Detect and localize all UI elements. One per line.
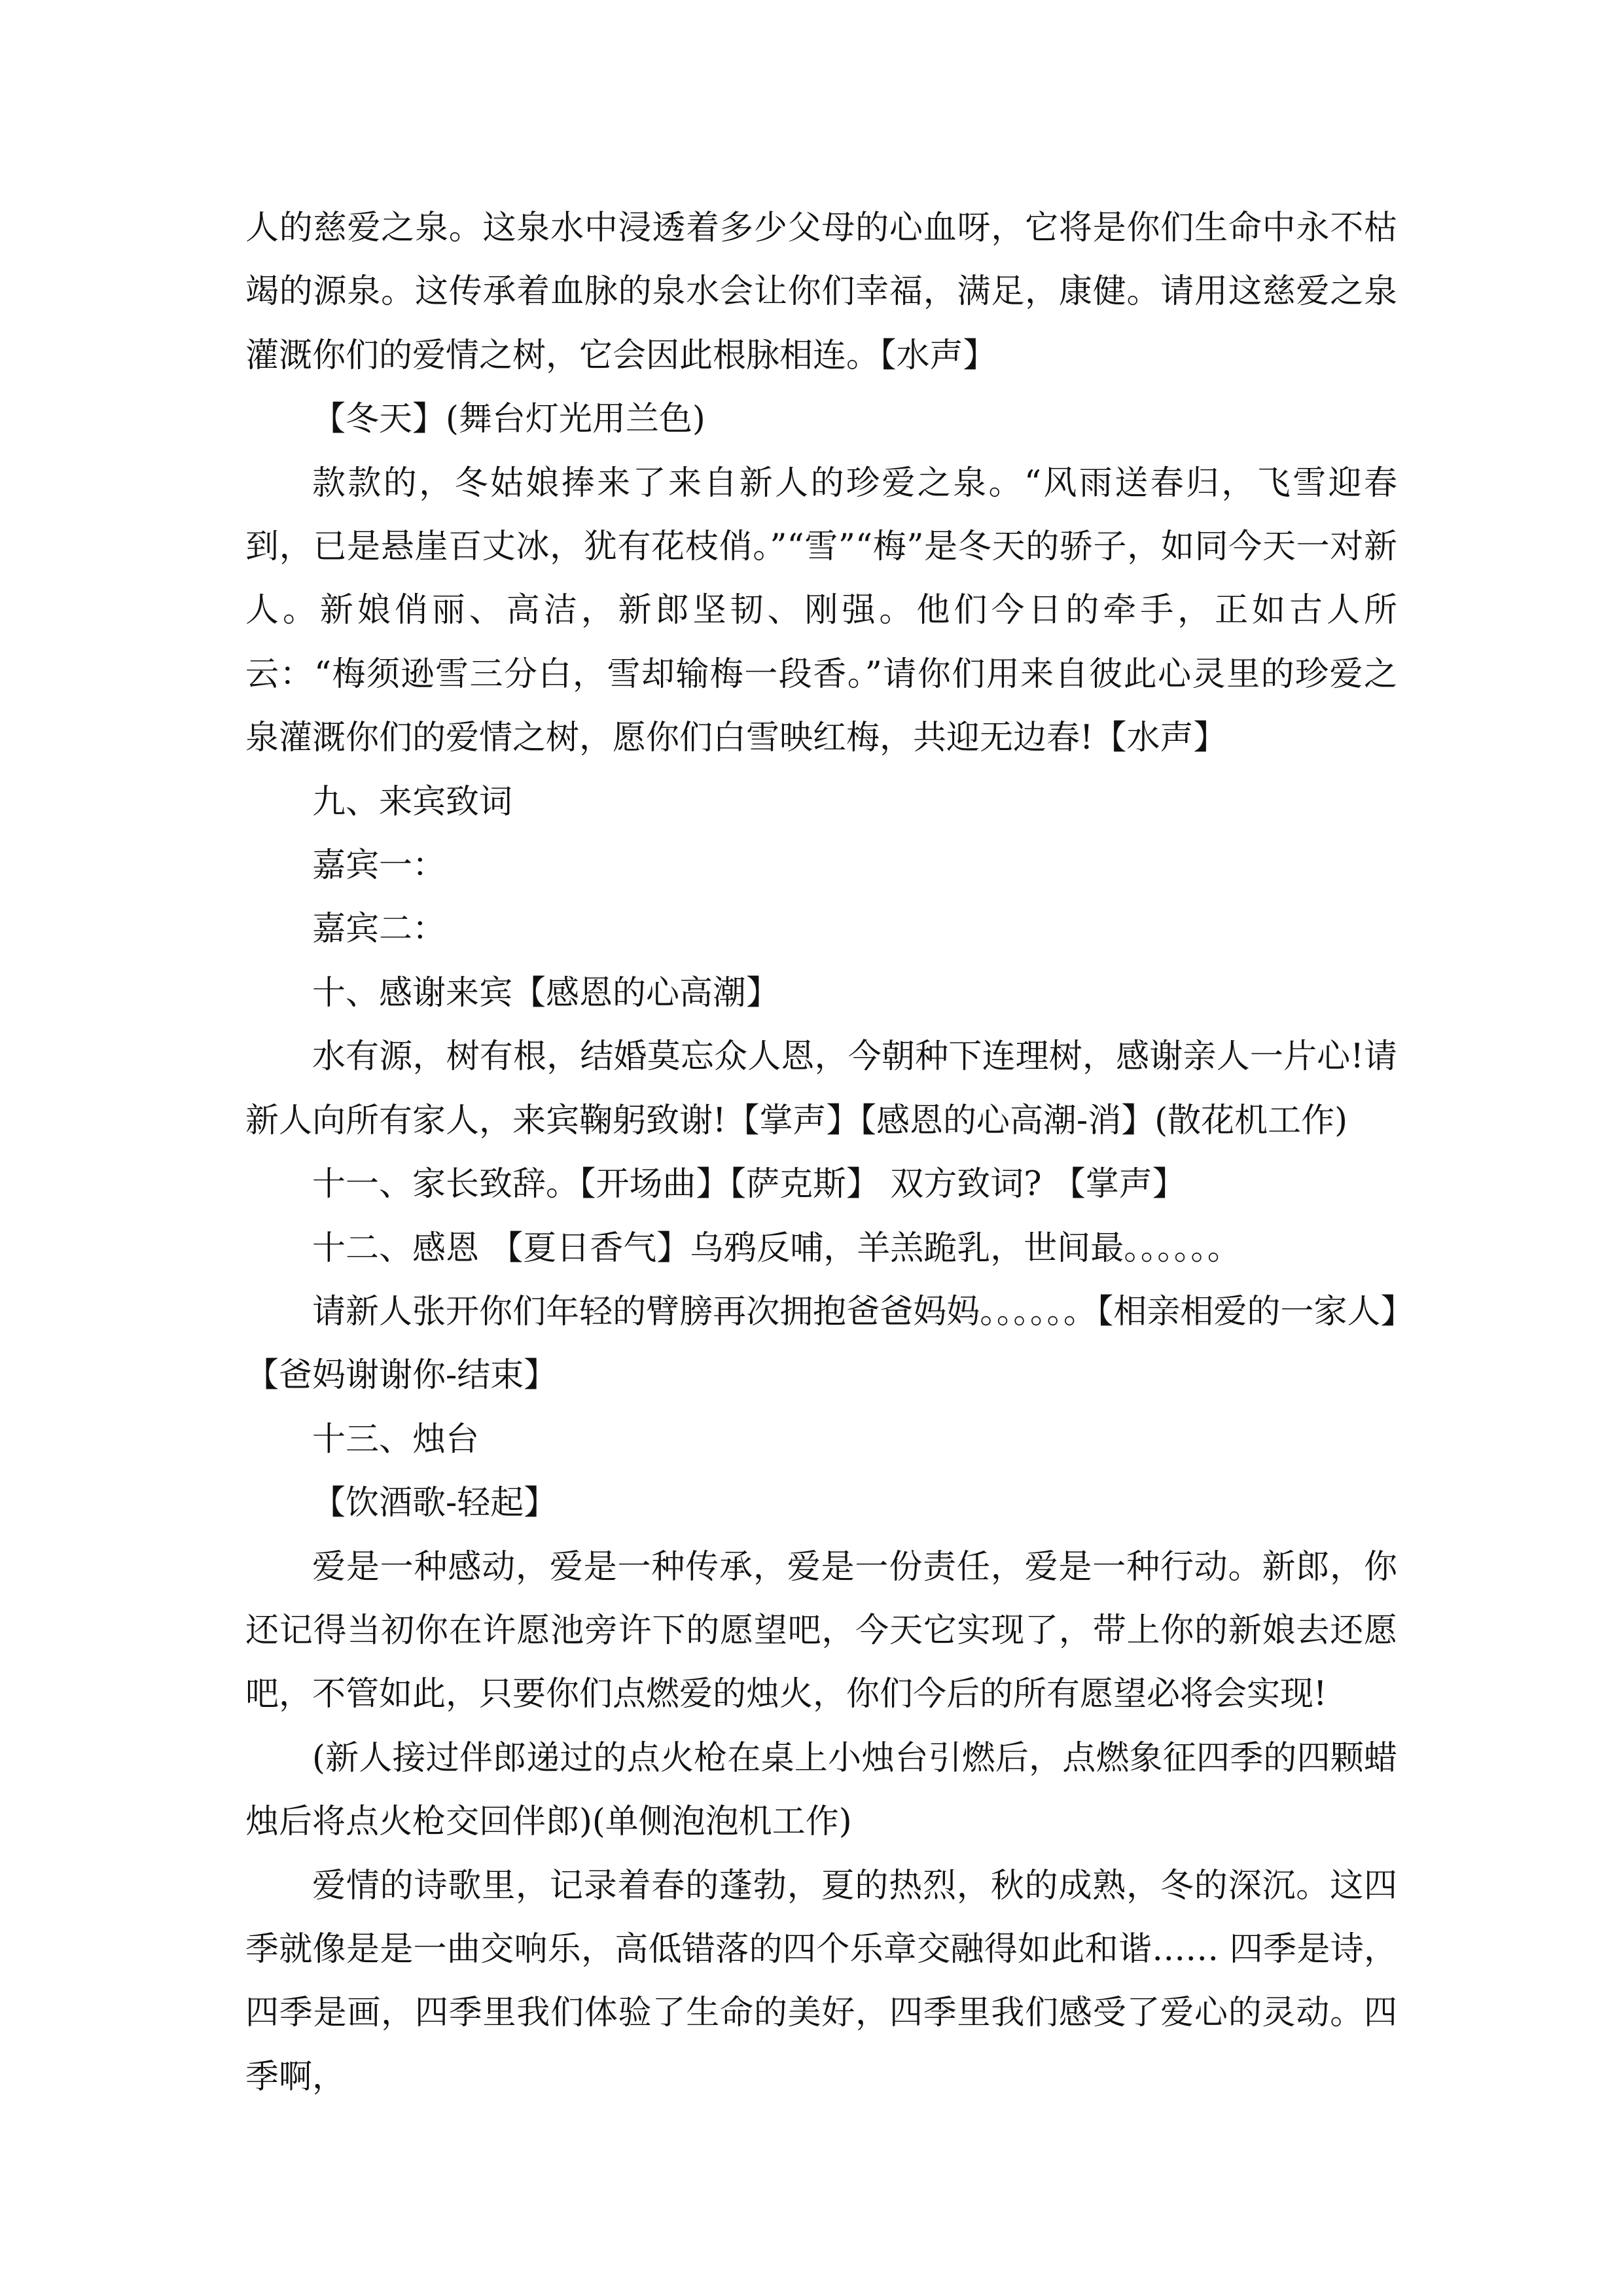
paragraph-embrace-parents: 请新人张开你们年轻的臂膀再次拥抱爸爸妈妈。。。。。。【相亲相爱的一家人】【爸妈谢谢你-结束】 bbox=[245, 1292, 1397, 1395]
section-heading-parents-speech: 十一、家长致辞。【开场曲】【萨克斯】 双方致词? 【掌声】 bbox=[312, 1165, 1186, 1204]
paragraph-music-cue: 【饮酒歌-轻起】 bbox=[312, 1484, 558, 1523]
section-heading-gratitude: 十二、感恩 【夏日香气】乌鸦反哺，羊羔跪乳，世间最。。。。。。 bbox=[312, 1229, 1241, 1268]
document-body bbox=[245, 196, 1397, 2109]
section-heading-candle: 十三、烛台 bbox=[312, 1420, 480, 1459]
paragraph-winter-speech: 款款的，冬姑娘捧来了来自新人的珍爱之泉。“风雨送春归，飞雪迎春到，已是悬崖百丈冰，犹有花枝俏。”“雪”“梅”是冬天的骄子，如同今天一对新人。新娘俏丽、高洁，新郎坚韧、刚强。他们今日的牵手，正如古人所云：“梅须逊雪三分白，雪却输梅一段香。”请你们用来自彼此心灵里的珍爱之泉灌溉你们的爱情之树，愿你们白雪映红梅，共迎无边春!【水声】 bbox=[245, 463, 1397, 758]
paragraph-water-blessing-end: 人的慈爱之泉。这泉水中浸透着多少父母的心血呀，它将是你们生命中永不枯竭的源泉。这传承着血脉的泉水会让你们幸福，满足，康健。请用这慈爱之泉灌溉你们的爱情之树，它会因此根脉相连。【水声】 bbox=[245, 209, 1397, 375]
section-heading-thank-guests: 十、感谢来宾【感恩的心高潮】 bbox=[312, 973, 780, 1013]
paragraph-thank-guests: 水有源，树有根，结婚莫忘众人恩，今朝种下连理树，感谢亲人一片心!请新人向所有家人，来宾鞠躬致谢!【掌声】【感恩的心高潮-消】(散花机工作) bbox=[245, 1037, 1397, 1140]
paragraph-guest-two: 嘉宾二： bbox=[312, 910, 446, 949]
section-heading-guest-speech: 九、来宾致词 bbox=[312, 782, 513, 821]
paragraph-winter-heading: 【冬天】(舞台灯光用兰色) bbox=[312, 400, 705, 439]
paragraph-guest-one: 嘉宾一： bbox=[312, 846, 446, 886]
paragraph-four-seasons: 爱情的诗歌里，记录着春的蓬勃，夏的热烈，秋的成熟，冬的深沉。这四季就像是是一曲交响乐，高低错落的四个乐章交融得如此和谐…… 四季是诗，四季是画，四季里我们体验了生命的美好，四季里我们感受了爱心的灵动。四季啊， bbox=[245, 1866, 1397, 2096]
paragraph-stage-direction: (新人接过伴郎递过的点火枪在桌上小烛台引燃后，点燃象征四季的四颗蜡烛后将点火枪交回伴郎)(单侧泡泡机工作) bbox=[245, 1738, 1397, 1842]
paragraph-love-speech: 爱是一种感动，爱是一种传承，爱是一份责任，爱是一种行动。新郎，你还记得当初你在许愿池旁许下的愿望吧，今天它实现了，带上你的新娘去还愿吧，不管如此，只要你们点燃爱的烛火，你们今后的所有愿望必将会实现! bbox=[245, 1547, 1397, 1714]
